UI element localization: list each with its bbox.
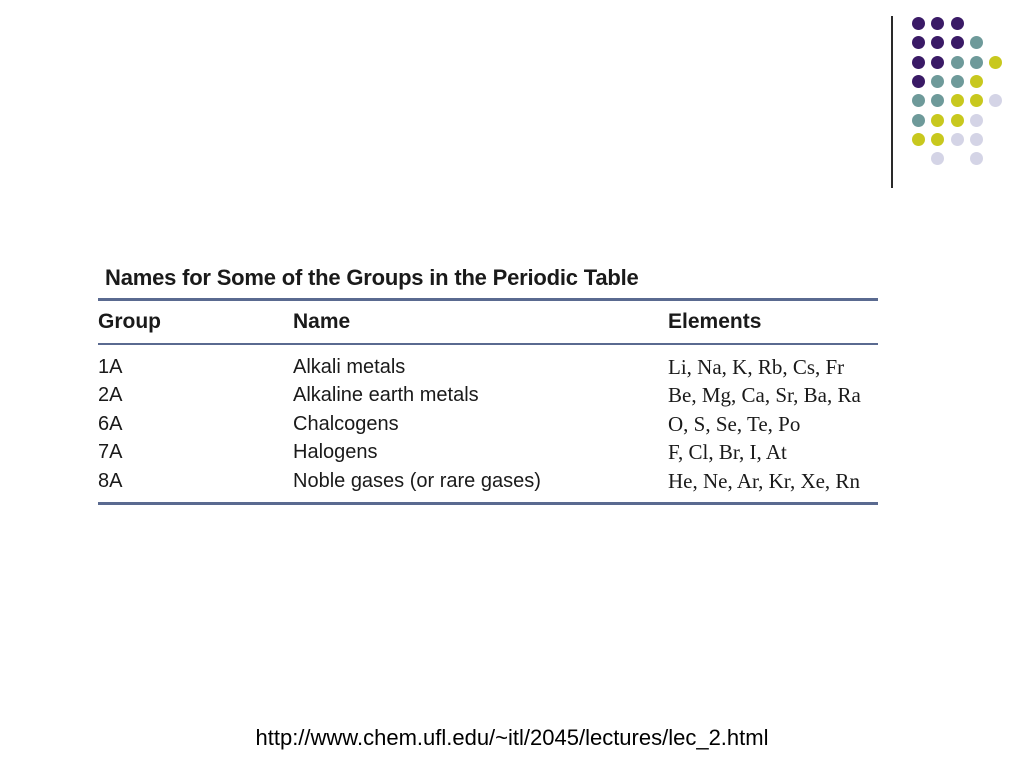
purple-dot bbox=[912, 36, 925, 49]
lavender-dot bbox=[970, 114, 983, 127]
cell-group: 1A bbox=[98, 355, 123, 378]
table-bottom-rule bbox=[98, 502, 878, 505]
lavender-dot bbox=[970, 152, 983, 165]
table-title: Names for Some of the Groups in the Periodic Table bbox=[105, 265, 639, 290]
header-group: Group bbox=[98, 310, 161, 333]
purple-dot bbox=[931, 56, 944, 69]
yellow-dot bbox=[951, 114, 964, 127]
yellow-dot bbox=[931, 114, 944, 127]
purple-dot bbox=[951, 17, 964, 30]
table-row bbox=[98, 439, 878, 468]
groups-table-body bbox=[98, 345, 878, 496]
teal-dot bbox=[912, 114, 925, 127]
teal-dot bbox=[951, 75, 964, 88]
teal-dot bbox=[970, 36, 983, 49]
cell-name: Alkali metals bbox=[293, 355, 406, 378]
cell-group: 8A bbox=[98, 469, 123, 492]
yellow-dot bbox=[970, 94, 983, 107]
cell-name: Alkaline earth metals bbox=[293, 384, 479, 407]
cell-group: 2A bbox=[98, 384, 123, 407]
table-row bbox=[98, 345, 878, 382]
cell-group: 6A bbox=[98, 412, 123, 435]
header-name: Name bbox=[293, 310, 351, 333]
teal-dot bbox=[912, 94, 925, 107]
decorative-dot-grid bbox=[0, 0, 1024, 200]
purple-dot bbox=[912, 56, 925, 69]
table-row bbox=[98, 467, 878, 496]
cell-elements: O, S, Se, Te, Po bbox=[668, 411, 801, 436]
teal-dot bbox=[951, 56, 964, 69]
teal-dot bbox=[931, 94, 944, 107]
yellow-dot bbox=[989, 56, 1002, 69]
yellow-dot bbox=[970, 75, 983, 88]
lavender-dot bbox=[970, 133, 983, 146]
cell-elements: Be, Mg, Ca, Sr, Ba, Ra bbox=[668, 383, 861, 408]
cell-name: Noble gases (or rare gases) bbox=[293, 469, 541, 492]
groups-table-figure bbox=[98, 262, 878, 505]
teal-dot bbox=[931, 75, 944, 88]
lavender-dot bbox=[951, 133, 964, 146]
cell-name: Halogens bbox=[293, 441, 378, 464]
decorative-vertical-rule bbox=[891, 16, 893, 188]
cell-elements: Li, Na, K, Rb, Cs, Fr bbox=[668, 354, 845, 379]
table-row bbox=[98, 382, 878, 411]
purple-dot bbox=[951, 36, 964, 49]
table-header-row bbox=[98, 301, 878, 343]
cell-name: Chalcogens bbox=[293, 412, 399, 435]
source-url[interactable]: http://www.chem.ufl.edu/~itl/2045/lectures/lec_2.html bbox=[255, 725, 769, 750]
cell-group: 7A bbox=[98, 441, 123, 464]
lavender-dot bbox=[989, 94, 1002, 107]
purple-dot bbox=[931, 36, 944, 49]
purple-dot bbox=[931, 17, 944, 30]
cell-elements: He, Ne, Ar, Kr, Xe, Rn bbox=[668, 468, 860, 493]
groups-table bbox=[98, 301, 878, 343]
yellow-dot bbox=[912, 133, 925, 146]
purple-dot bbox=[912, 17, 925, 30]
header-elements: Elements bbox=[668, 310, 762, 333]
table-row bbox=[98, 410, 878, 439]
lavender-dot bbox=[931, 152, 944, 165]
teal-dot bbox=[970, 56, 983, 69]
cell-elements: F, Cl, Br, I, At bbox=[668, 440, 787, 465]
yellow-dot bbox=[931, 133, 944, 146]
yellow-dot bbox=[951, 94, 964, 107]
purple-dot bbox=[912, 75, 925, 88]
